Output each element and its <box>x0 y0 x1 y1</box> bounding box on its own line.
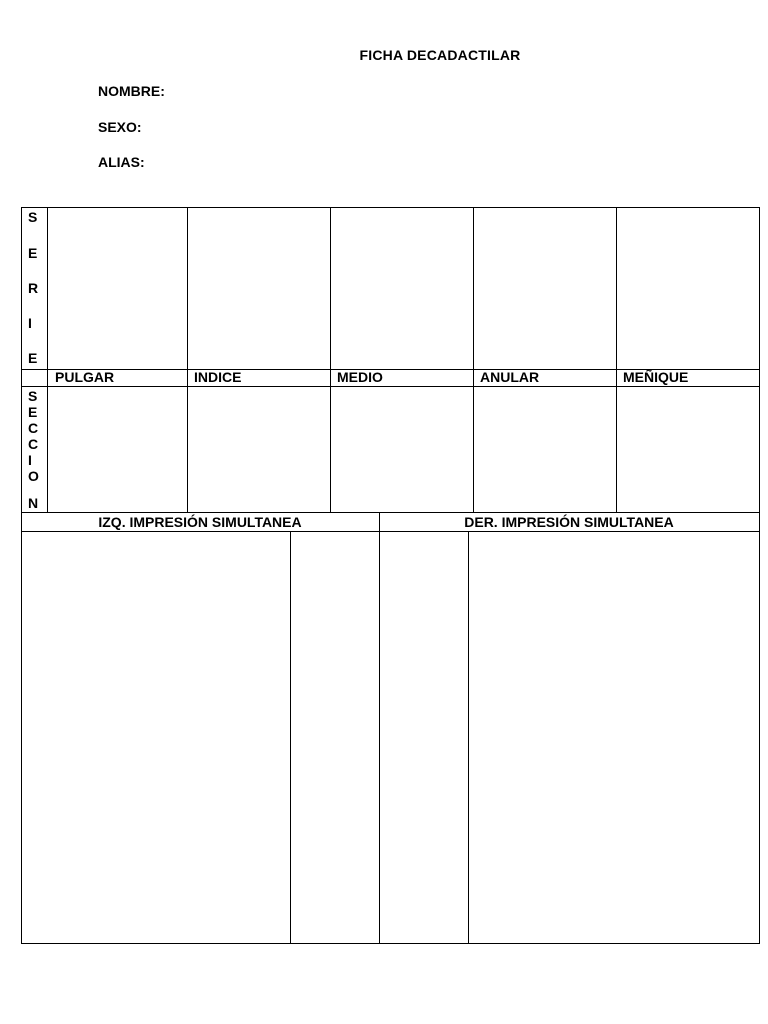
seccion-letter: S <box>28 388 38 404</box>
sexo-label: SEXO: <box>98 119 142 135</box>
finger-label-anular: ANULAR <box>480 369 540 385</box>
right-thumb-box-rule <box>468 531 469 944</box>
seccion-letter: C <box>28 436 39 452</box>
left-simultaneous-label: IZQ. IMPRESIÓN SIMULTANEA <box>98 514 302 530</box>
seccion-letter: C <box>28 420 39 436</box>
serie-letter: E <box>28 245 38 261</box>
grid-top-border <box>21 207 760 208</box>
finger-label-indice: INDICE <box>194 369 242 385</box>
simultaneous-divider <box>379 512 380 944</box>
seccion-bottom-rule <box>21 512 760 513</box>
medio-column-rule <box>473 207 474 513</box>
finger-label-medio: MEDIO <box>337 369 383 385</box>
grid-right-border <box>759 207 760 944</box>
right-simultaneous-label: DER. IMPRESIÓN SIMULTANEA <box>464 514 674 530</box>
finger-label-bottom-rule <box>21 386 760 387</box>
seccion-letter: N <box>28 495 39 511</box>
alias-label: ALIAS: <box>98 154 145 170</box>
simultaneous-label-bottom-rule <box>21 531 760 532</box>
finger-label-menique: MEÑIQUE <box>623 369 689 385</box>
serie-letter: E <box>28 350 38 366</box>
serie-letter: S <box>28 209 38 225</box>
finger-label-pulgar: PULGAR <box>55 369 115 385</box>
grid-left-border <box>21 207 22 944</box>
serie-letter: I <box>28 315 32 331</box>
indice-column-rule <box>330 207 331 513</box>
anular-column-rule <box>616 207 617 513</box>
nombre-label: NOMBRE: <box>98 83 165 99</box>
serie-letter: R <box>28 280 39 296</box>
seccion-letter: O <box>28 468 39 484</box>
pulgar-column-rule <box>187 207 188 513</box>
left-thumb-box-rule <box>290 531 291 944</box>
seccion-letter: I <box>28 452 32 468</box>
grid-bottom-border <box>21 943 760 944</box>
seccion-letter: E <box>28 404 38 420</box>
document-title: FICHA DECADACTILAR <box>359 47 521 63</box>
